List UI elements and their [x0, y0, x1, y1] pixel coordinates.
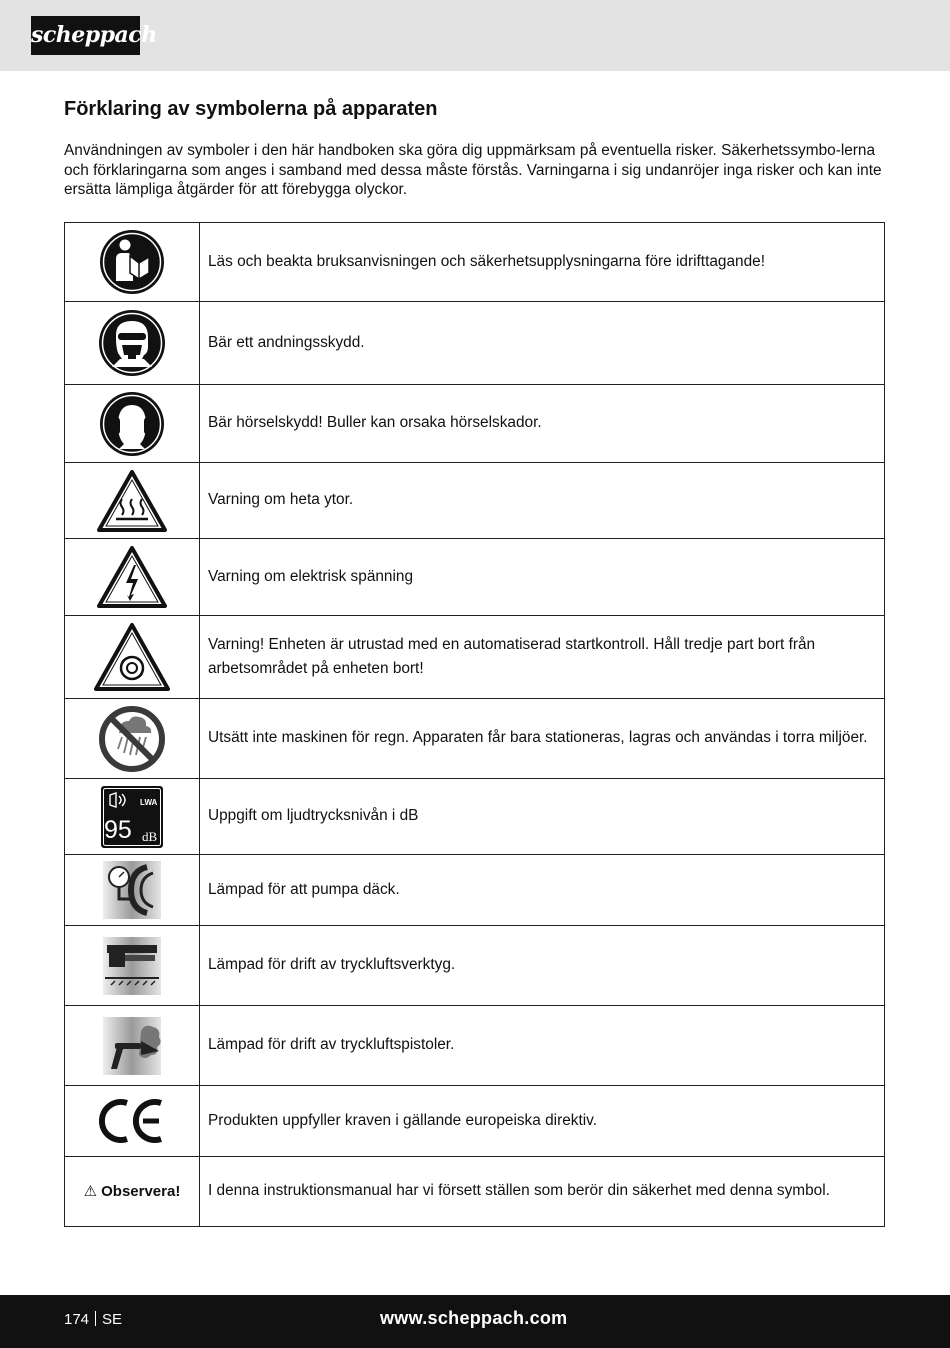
table-row: [65, 1157, 885, 1227]
table-row: [65, 302, 885, 385]
icon-cell: [65, 779, 200, 855]
hot-surface-warning-icon: [96, 469, 168, 533]
note-label: [84, 1183, 181, 1200]
row-text: Lämpad för att pumpa däck.: [200, 855, 885, 926]
ce-mark-icon: [99, 1097, 165, 1145]
table-row: [65, 223, 885, 302]
nail-gun-icon: [103, 937, 161, 995]
row-text: Bär hörselskydd! Buller kan orsaka hörselskador.: [200, 385, 885, 463]
sound-level-label: LWA: [140, 797, 158, 807]
read-manual-icon: [99, 229, 165, 295]
row-text: Uppgift om ljudtrycksnivån i dB: [200, 779, 885, 855]
icon-cell: [65, 385, 200, 463]
note-cell: [65, 1157, 200, 1227]
respirator-icon: [98, 309, 166, 377]
table-row: [65, 616, 885, 699]
automatic-start-warning-icon: [93, 622, 171, 692]
icon-cell: [65, 926, 200, 1006]
spray-gun-icon: [103, 1017, 161, 1075]
row-text: I denna instruktionsmanual har vi försett ställen som berör din säkerhet med denna symbol.: [200, 1157, 885, 1227]
row-text: Bär ett andningsskydd.: [200, 302, 885, 385]
language-code: SE: [102, 1311, 123, 1328]
tire-inflation-icon: [103, 861, 161, 919]
note-title: Observera!: [101, 1183, 181, 1200]
header-band: [0, 0, 950, 71]
sound-level-value: 95: [104, 815, 132, 844]
ear-protection-icon: [99, 391, 165, 457]
separator: [95, 1311, 96, 1326]
brand-logo: scheppach: [31, 16, 140, 55]
table-row: [65, 539, 885, 616]
icon-cell: [65, 616, 200, 699]
icon-cell: [65, 539, 200, 616]
page-footer: [0, 1295, 950, 1348]
row-text: Varning om elektrisk spänning: [200, 539, 885, 616]
row-text: Utsätt inte maskinen för regn. Apparaten får bara stationeras, lagras och användas i torra miljöer.: [200, 699, 885, 779]
icon-cell: [65, 223, 200, 302]
page-number: [64, 1311, 122, 1328]
row-text: Varning! Enheten är utrustad med en automatiserad startkontroll. Håll tredje part bort från arbetsområdet på enheten bort!: [200, 616, 885, 699]
icon-cell: [65, 463, 200, 539]
icon-cell: [65, 1086, 200, 1157]
website-link[interactable]: www.scheppach.com: [380, 1308, 568, 1328]
table-row: [65, 926, 885, 1006]
row-text: Läs och beakta bruksanvisningen och säkerhetsupplysningarna före idrifttagande!: [200, 223, 885, 302]
icon-cell: [65, 699, 200, 779]
row-text: Produkten uppfyller kraven i gällande europeiska direktiv.: [200, 1086, 885, 1157]
symbol-table: [64, 222, 885, 1227]
intro-paragraph: Användningen av symboler i den här handboken ska göra dig uppmärksam på eventuella risker. Säkerhetssymbo-lerna och förklaringarna som anges i samband med dessa måste förstås. Varningarna i sig undanröjer inga risker och kan inte ersätta lämpliga åtgärder för att förebygga olyckor.: [64, 142, 882, 198]
sound-level-unit: dB: [142, 828, 158, 844]
table-row: [65, 779, 885, 855]
icon-cell: [65, 855, 200, 926]
electric-voltage-warning-icon: [96, 545, 168, 609]
page-title: Förklaring av symbolerna på apparaten: [64, 98, 438, 120]
row-text: Lämpad för drift av tryckluftsverktyg.: [200, 926, 885, 1006]
table-row: [65, 699, 885, 779]
no-rain-icon: [98, 705, 166, 773]
table-row: [65, 385, 885, 463]
table-row: [65, 1006, 885, 1086]
icon-cell: [65, 1006, 200, 1086]
page-number-value: 174: [64, 1311, 90, 1328]
icon-cell: [65, 302, 200, 385]
row-text: Varning om heta ytor.: [200, 463, 885, 539]
sound-level-icon: [100, 785, 164, 849]
table-row: [65, 463, 885, 539]
row-text: Lämpad för drift av tryckluftspistoler.: [200, 1006, 885, 1086]
warning-triangle-icon: ⚠: [83, 1183, 98, 1200]
table-row: [65, 855, 885, 926]
table-row: [65, 1086, 885, 1157]
